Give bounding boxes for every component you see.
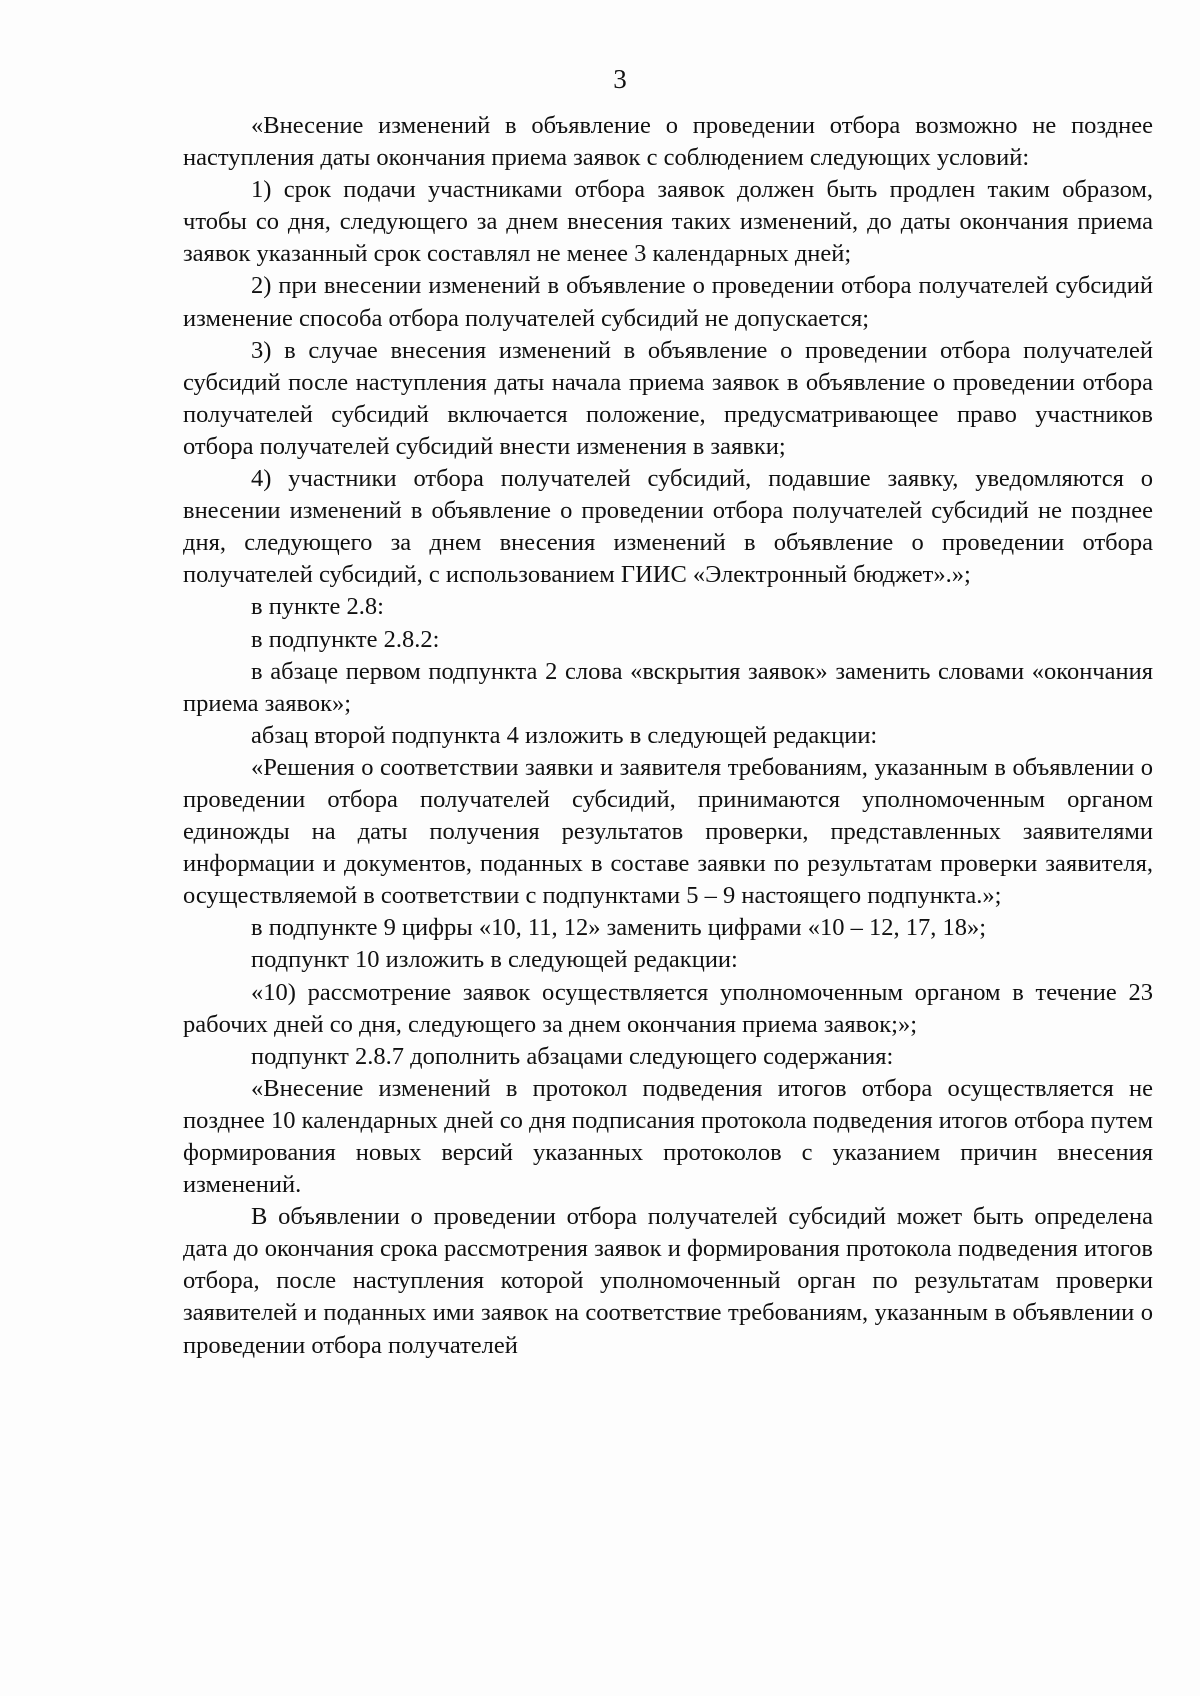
paragraph-subclause-2-words: в абзаце первом подпункта 2 слова «вскрытия заявок» заменить словами «окончания приема заявок»; [183,657,1153,717]
paragraph-clause-2-8: в пункте 2.8: [251,593,384,621]
paragraph-subclause-10-intro: подпункт 10 изложить в следующей редакции: [251,946,738,974]
page-number: 3 [613,64,627,94]
paragraph-condition-1: 1) срок подачи участниками отбора заявок должен быть продлен таким образом, чтобы со дня, следующего за днем внесения таких изменений, до даты окончания приема заявок указанный срок составлял не менее 3 календарных дней; [183,176,1153,268]
paragraph-condition-2: 2) при внесении изменений в объявление о проведении отбора получателей субсидий изменение способа отбора получателей субсидий не допускается; [183,272,1153,332]
paragraph-decisions: «Решения о соответствии заявки и заявителя требованиям, указанным в объявлении о проведении отбора получателей субсидий, принимаются уполномоченным органом единожды на даты получения результатов проверки, представленных заявителями информации и документов, поданных в составе заявки по результатам проверки заявителя, осуществляемой в соответствии с подпунктами 5 – 9 настоящего подпункта.»; [183,753,1153,910]
paragraph-subclause-10-text: «10) рассмотрение заявок осуществляется уполномоченным органом в течение 23 рабочих дней со дня, следующего за днем окончания приема заявок;»; [183,978,1153,1038]
paragraph-subclause-2-8-7: подпункт 2.8.7 дополнить абзацами следующего содержания: [251,1042,894,1070]
paragraph-subclause-9: в подпункте 9 цифры «10, 11, 12» заменить цифрами «10 – 12, 17, 18»; [251,914,987,942]
paragraph-amendment-intro: «Внесение изменений в объявление о проведении отбора возможно не позднее наступления даты окончания приема заявок с соблюдением следующих условий: [183,112,1153,172]
paragraph-condition-3: 3) в случае внесения изменений в объявление о проведении отбора получателей субсидий после наступления даты начала приема заявок в объявление о проведении отбора получателей субсидий включается положение, предусматривающее право участников отбора получателей субсидий внести изменения в заявки; [183,336,1153,460]
paragraph-condition-4: 4) участники отбора получателей субсидий, подавшие заявку, уведомляются о внесении изменений в объявление о проведении отбора получателей субсидий не позднее дня, следующего за днем внесения изменений в объявление о проведении отбора получателей субсидий, с использованием ГИИС «Электронный бюджет».»; [183,465,1153,589]
paragraph-protocol-changes: «Внесение изменений в протокол подведения итогов отбора осуществляется не позднее 10 календарных дней со дня подписания протокола подведения итогов отбора путем формирования новых версий указанных протоколов с указанием причин внесения изменений. [183,1074,1153,1199]
paragraph-subclause-4-intro: абзац второй подпункта 4 изложить в следующей редакции: [251,721,878,749]
paragraph-subclause-2-8-2: в подпункте 2.8.2: [251,625,440,653]
paragraph-announcement-date: В объявлении о проведении отбора получателей субсидий может быть определена дата до окончания срока рассмотрения заявок и формирования протокола подведения итогов отбора, после наступления которой уполномоченный орган по результатам проверки заявителей и поданных ими заявок на соответствие требованиям, указанным в объявлении о проведении отбора получателей [183,1203,1153,1359]
document-body [183,110,1153,1362]
